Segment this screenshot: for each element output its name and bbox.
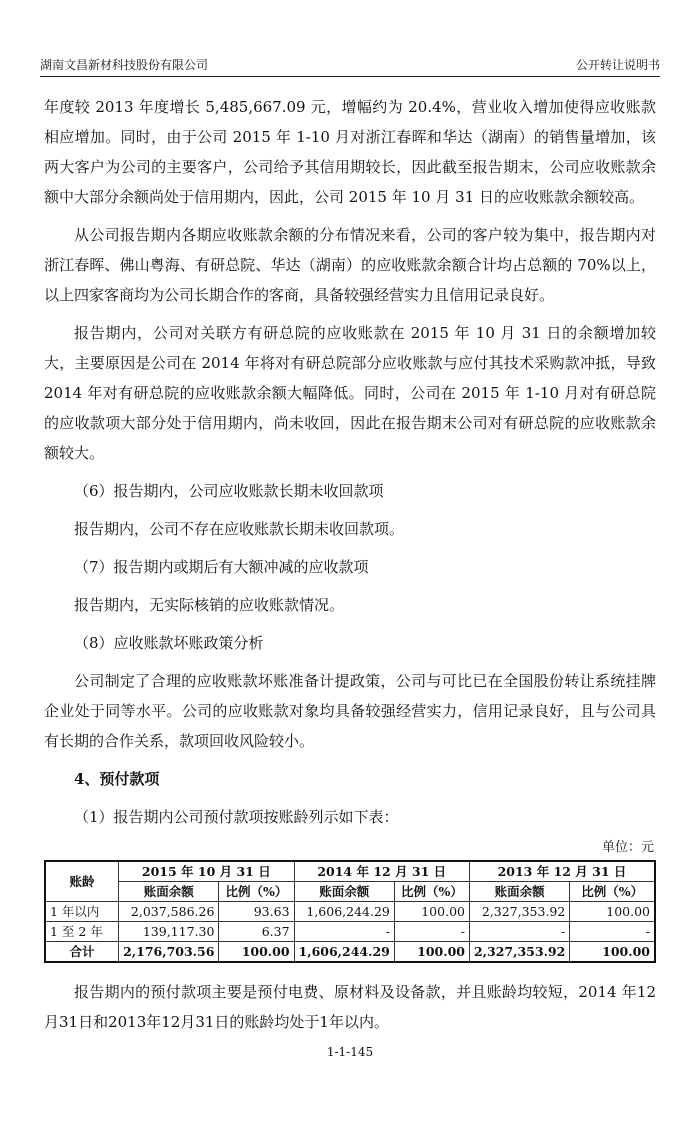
paragraph-customer-distribution: 从公司报告期内各期应收账款余额的分布情况来看，公司的客户较为集中，报告期内对浙江春晖、佛山粤海、有研总院、华达（湖南）的应收账款余额合计均占总额的 70%以上，以上四家客商均为公司长期合作的客商，具备较强经营实力且信用记录良好。	[44, 226, 656, 304]
table-intro: （1）报告期内公司预付款项按账龄列示如下表：	[74, 808, 399, 826]
age-header: 账龄	[45, 861, 119, 902]
paragraph-continued: 年度较 2013 年度增长 5,485,667.09 元，增幅约为 20.4%，营业收入增加使得应收账款相应增加。同时，由于公司 2015 年 1-10 月对浙江春晖和华达（湖南）的销售量增加，该两大客户为公司的主要客户，公司给予其信用期较长，因此截至报告期末，公司应收账款余额中大部分余额尚处于信用期内，因此，公司 2015 年 10 月 31 日的应收账款余额较高。	[44, 98, 656, 206]
sub-header: 比例（%）	[394, 882, 469, 902]
cell: 2,327,353.92	[469, 942, 569, 963]
unit-label: 单位：元	[601, 840, 654, 855]
table-row	[45, 922, 655, 942]
table-subheader-row	[45, 882, 655, 902]
cell: 100.00	[570, 942, 655, 963]
paragraph-related-party: 报告期内，公司对关联方有研总院的应收账款在 2015 年 10 月 31 日的余额增加较大，主要原因是公司在 2014 年将对有研总院部分应收账款与应付其技术采购款冲抵，导致 2014 年对有研总院的应收账款余额大幅降低。同时，公司在 2015 年 1-10 月对有研总院的应收款项大部分处于信用期内，尚未收回，因此在报告期末公司对有研总院的应收账款余额较大。	[44, 324, 656, 462]
paragraph-7: 报告期内，无实际核销的应收账款情况。	[74, 596, 345, 614]
sub-header: 账面余额	[119, 882, 219, 902]
sub-header: 比例（%）	[219, 882, 294, 902]
company-name: 湖南文昌新材科技股份有限公司	[40, 58, 209, 72]
total-label: 合计	[45, 942, 119, 963]
sub-header: 比例（%）	[570, 882, 655, 902]
table-header-row	[45, 861, 655, 882]
cell: 100.00	[394, 942, 469, 963]
cell: 6.37	[219, 922, 294, 942]
cell: 1,606,244.29	[294, 902, 394, 922]
cell: 93.63	[219, 902, 294, 922]
cell: 100.00	[219, 942, 294, 963]
document-title: 公开转让说明书	[575, 58, 660, 72]
page-header	[40, 52, 660, 77]
cell: 139,117.30	[119, 922, 219, 942]
cell: 2,037,586.26	[119, 902, 219, 922]
page-content	[44, 92, 656, 1045]
paragraph-after-table: 报告期内的预付款项主要是预付电费、原材料及设备款，并且账龄均较短，2014 年12月31日和2013年12月31日的账龄均处于1年以内。	[44, 983, 656, 1031]
prepayments-aging-table	[44, 860, 656, 963]
row-age: 1 至 2 年	[45, 922, 119, 942]
cell: 2,327,353.92	[469, 902, 569, 922]
subheading-6: （6）报告期内，公司应收账款长期未收回款项	[74, 482, 384, 500]
cell: -	[394, 922, 469, 942]
paragraph-8: 公司制定了合理的应收账款坏账准备计提政策，公司与可比已在全国股份转让系统挂牌企业处于同等水平。公司的应收账款对象均具备较强经营实力，信用记录良好，且与公司具有长期的合作关系，款项回收风险较小。	[44, 672, 656, 750]
page-number: 1-1-145	[326, 1045, 374, 1059]
row-age: 1 年以内	[45, 902, 119, 922]
cell: -	[294, 922, 394, 942]
cell: -	[570, 922, 655, 942]
cell: 100.00	[394, 902, 469, 922]
table-total-row	[45, 942, 655, 963]
table-row	[45, 902, 655, 922]
cell: -	[469, 922, 569, 942]
cell: 2,176,703.56	[119, 942, 219, 963]
subheading-8: （8）应收账款坏账政策分析	[74, 634, 264, 652]
cell: 100.00	[570, 902, 655, 922]
period-header-2015: 2015 年 10 月 31 日	[119, 861, 294, 882]
sub-header: 账面余额	[294, 882, 394, 902]
period-header-2014: 2014 年 12 月 31 日	[294, 861, 469, 882]
period-header-2013: 2013 年 12 月 31 日	[469, 861, 655, 882]
sub-header: 账面余额	[469, 882, 569, 902]
subheading-7: （7）报告期内或期后有大额冲减的应收款项	[74, 558, 369, 576]
cell: 1,606,244.29	[294, 942, 394, 963]
paragraph-6: 报告期内，公司不存在应收账款长期未收回款项。	[74, 520, 405, 538]
section-title-prepayments: 4、预付款项	[74, 770, 160, 788]
